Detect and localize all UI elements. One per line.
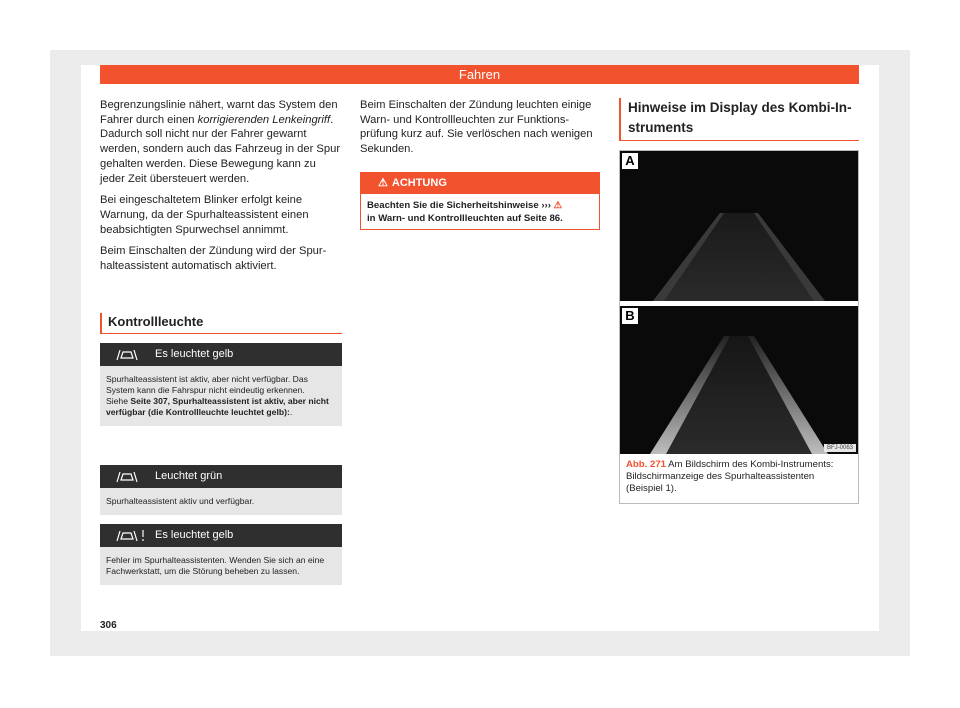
paragraph-3: Beim Einschalten der Zündung wird der Spurhalteassistent automatisch aktiviert. xyxy=(100,245,327,273)
lamp-ref-prefix: Siehe xyxy=(106,396,131,406)
lane-assist-fault-icon xyxy=(112,524,148,547)
lamp-box-1 xyxy=(100,343,342,426)
lamp-box-3 xyxy=(100,524,342,585)
display-panel-b xyxy=(620,306,858,454)
warning-triangle-icon: ⚠ xyxy=(553,200,563,211)
figure-caption-text: Am Bildschirm des Kombi-Instruments: Bildschirmanzeige des Spurhalteassistenten (Beispiel 1). xyxy=(626,459,834,494)
warning-icon: ⚠ xyxy=(378,177,388,189)
lamp-label-3: Es leuchtet gelb xyxy=(155,529,234,541)
warning-line-1[interactable]: Beachten Sie die Sicherheitshinweise ››› xyxy=(367,200,551,211)
lamp-body-1-reference xyxy=(106,396,336,418)
section-title-kontrollleuchte: Kontrollleuchte xyxy=(100,313,342,334)
road-graphic-b xyxy=(620,306,858,454)
warning-title: ACHTUNG xyxy=(391,177,447,189)
warning-box xyxy=(360,172,600,230)
warning-line-2: in Warn- und Kontrollleuchten auf Seite 86. xyxy=(367,213,563,224)
chapter-header: Fahren xyxy=(100,65,859,84)
lamp-box-2 xyxy=(100,465,342,515)
column-left xyxy=(100,98,342,281)
lamp-body-1 xyxy=(100,366,342,426)
paragraph-1-emphasis: korrigierenden Lenkeingriff xyxy=(197,113,331,126)
lamp-label-1: Es leuchtet gelb xyxy=(155,348,234,360)
lamp-body-2-text: Spurhalteassistent aktiv und verfügbar. xyxy=(106,496,255,506)
lamp-body-3-text: Fehler im Spurhalteassistenten. Wenden Sie sich an eine Fachwerkstatt, um die Störung beheben zu lassen. xyxy=(106,555,325,576)
lane-assist-icon xyxy=(112,465,148,488)
column-middle xyxy=(360,98,600,164)
warning-body xyxy=(361,194,599,230)
paragraph-1-end: . Dadurch soll nicht nur der Fahrer gewarnt werden, sondern auch das Fahrzeug in der Spur gehalten werden. Diese Bewegung kann zu jeder Zeit übersteuert werden. xyxy=(100,113,341,185)
lamp-header-2 xyxy=(100,465,342,488)
display-panel-a xyxy=(620,151,858,301)
lamp-body-3 xyxy=(100,547,342,585)
lamp-header-1 xyxy=(100,343,342,366)
figure-number: Abb. 271 xyxy=(626,459,666,470)
paragraph-1-text: Begrenzungslinie nähert, warnt das System den Fahrer durch einen xyxy=(100,99,338,126)
paragraph-zuendung: Beim Einschalten der Zündung leuchten einige Warn- und Kontrollleuchten zur Funktionsprüfung kurz auf. Sie verlöschen nach wenigen Sekunden. xyxy=(360,99,593,156)
lamp-header-3 xyxy=(100,524,342,547)
lamp-label-2: Leuchtet grün xyxy=(155,470,223,482)
lamp-body-2 xyxy=(100,488,342,515)
lane-assist-icon xyxy=(112,343,148,366)
road-graphic-a xyxy=(620,151,858,301)
figure-code: BFJ-0063 xyxy=(824,444,856,452)
panel-label-a: A xyxy=(622,153,638,169)
lamp-ref-suffix: . xyxy=(289,407,293,417)
page-number: 306 xyxy=(100,620,117,631)
lamp-ref-link[interactable]: Seite 307, Spurhalteassistent ist aktiv, aber nicht verfügbar (die Kontrollleuchte leuchtet gelb): xyxy=(106,396,329,417)
lamp-body-1-text: Spurhalteassistent ist aktiv, aber nicht verfügbar. Das System kann die Fahrspur nicht eindeutig erkennen. xyxy=(106,374,308,395)
paragraph-2: Bei eingeschaltetem Blinker erfolgt keine Warnung, da der Spurhalteassistent einen beabsichtigten Spurwechsel annimmt. xyxy=(100,194,309,236)
warning-header xyxy=(361,173,599,194)
figure-section-title: Hinweise im Display des Kombi-Instruments xyxy=(619,98,859,141)
paragraph-1 xyxy=(100,98,342,186)
figure-caption xyxy=(626,459,852,495)
panel-label-b: B xyxy=(622,308,638,324)
figure-box xyxy=(619,150,859,504)
